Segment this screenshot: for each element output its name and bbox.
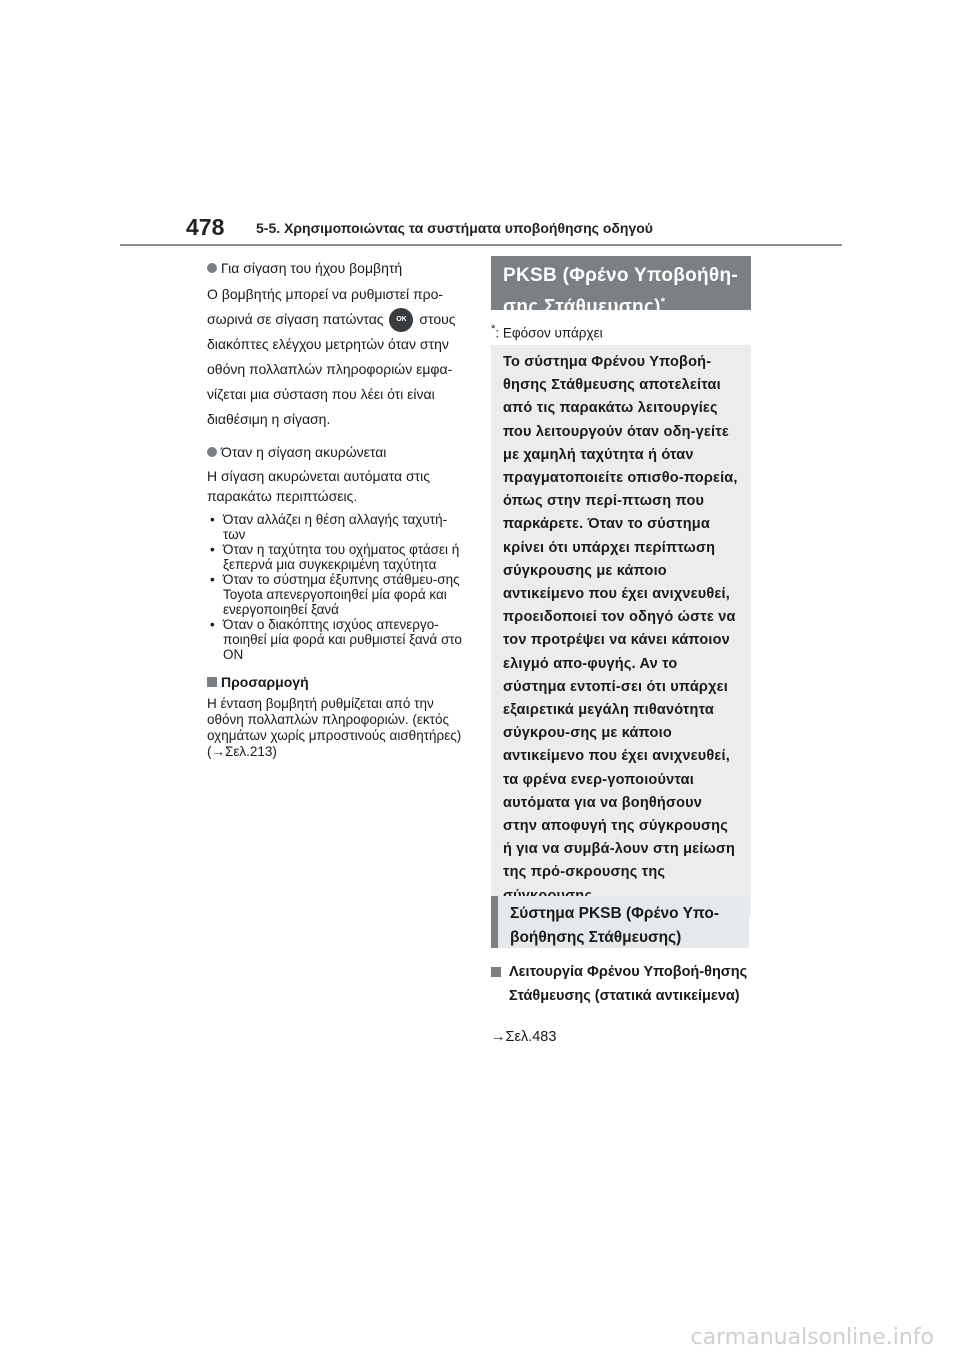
square-bullet-icon xyxy=(491,967,501,977)
system-title-box xyxy=(491,896,749,948)
page-header xyxy=(186,214,846,246)
mute-cancel-heading xyxy=(207,442,469,462)
page-number: 478 xyxy=(186,214,225,240)
function-heading xyxy=(491,960,751,1008)
adjustment-heading xyxy=(207,672,469,692)
circle-bullet-icon xyxy=(207,447,217,457)
list-item: • Όταν ο διακόπτης ισχύος απενεργο-ποιηθεί μία φορά και ρυθμιστεί ξανά στο ON xyxy=(207,617,469,662)
left-column xyxy=(207,258,469,760)
adjustment-title: Προσαρμογή xyxy=(221,674,309,691)
pksb-title: PKSB (Φρένο Υποβοήθη-σης Στάθμευσης) xyxy=(503,265,739,318)
footnote: *: Εφόσον υπάρχει xyxy=(491,323,603,341)
function-title: Λειτουργία Φρένου Υποβοή-θησης Στάθμευσης (στατικά αντικείμενα) xyxy=(509,964,748,1004)
adjustment-text: Η ένταση βομβητή ρυθμίζεται από την οθόνη πολλαπλών πληροφοριών. (εκτός οχημάτων χωρίς μπροστινούς αισθητήρες) (→Σελ.213) xyxy=(207,696,462,760)
buzzer-mute-text: Ο βομβητής μπορεί να ρυθμιστεί προ-σωρινά σε σίγαση πατώντας OK στους διακόπτες ελέγχου μετρητών όταν στην οθόνη πολλαπλών πληροφοριών εμφα-νίζεται μια σύσταση που λέει ότι είναι διαθέσιμη η σίγαση. xyxy=(207,286,456,428)
mute-cancel-title: Όταν η σίγαση ακυρώνεται xyxy=(221,444,387,461)
mute-cancel-text: Η σίγαση ακυρώνεται αυτόματα στις παρακάτω περιπτώσεις. xyxy=(207,468,431,505)
ok-button-icon: OK xyxy=(389,308,413,332)
buzzer-mute-title: Για σίγαση του ήχου βομβητή xyxy=(221,260,403,276)
pksb-footnote-mark: * xyxy=(660,296,666,308)
intro-box: Το σύστημα Φρένου Υποβοή-θησης Στάθμευσης αποτελείται από τις παρακάτω λειτουργίες που λειτουργούν όταν οδη-γείτε με χαμηλή ταχύτητα ή όταν πραγματοποιείτε οπισθο-πορεία, όπως στην περί-πτωση που παρκάρετε. Όταν το σύστημα κρίνει ότι υπάρχει περίπτωση σύγκρουσης με κάποιο αντικείμενο που έχει ανιχνευθεί, προειδοποιεί τον οδηγό ώστε να τον προτρέψει να κάνει κάποιον ελιγμό απο-φυγής. Αν το σύστημα εντοπί-σει ότι υπάρχει εξαιρετικά μεγάλη πιθανότητα σύγκρου-σης με κάποιο αντικείμενο που έχει ανιχνευθεί, τα φρένα ενερ-γοποιούνται αυτόματα για να βοηθήσουν στην αποφυγή της σύγκρουσης ή για να συμβά-λουν στη μείωση της πρό-σκρουσης της xyxy=(491,345,751,916)
function-page-reference[interactable]: →Σελ.483 xyxy=(491,1029,557,1045)
square-bullet-icon xyxy=(207,677,217,687)
watermark: carmanualsonline.info xyxy=(690,1325,934,1350)
system-title: Σύστημα PKSB (Φρένο Υπο-βοήθησης Στάθμευσης) xyxy=(510,905,719,946)
circle-bullet-icon xyxy=(207,263,217,273)
list-item: • Όταν η ταχύτητα του οχήματος φτάσει ή ξεπερνά μια συγκεκριμένη ταχύτητα xyxy=(207,542,469,572)
list-item: • Όταν το σύστημα έξυπνης στάθμευ-σης Toyota απενεργοποιηθεί μία φορά και ενεργοποιηθεί ξανά xyxy=(207,572,469,617)
pksb-title-box xyxy=(491,256,751,318)
buzzer-mute-heading xyxy=(207,258,469,278)
list-item: • Όταν αλλάζει η θέση αλλαγής ταχυτή-των xyxy=(207,512,469,542)
mute-cancel-list xyxy=(207,512,469,662)
header-divider xyxy=(120,244,842,246)
section-title: 5-5. Χρησιμοποιώντας τα συστήματα υποβοήθησης οδηγού xyxy=(256,220,653,236)
